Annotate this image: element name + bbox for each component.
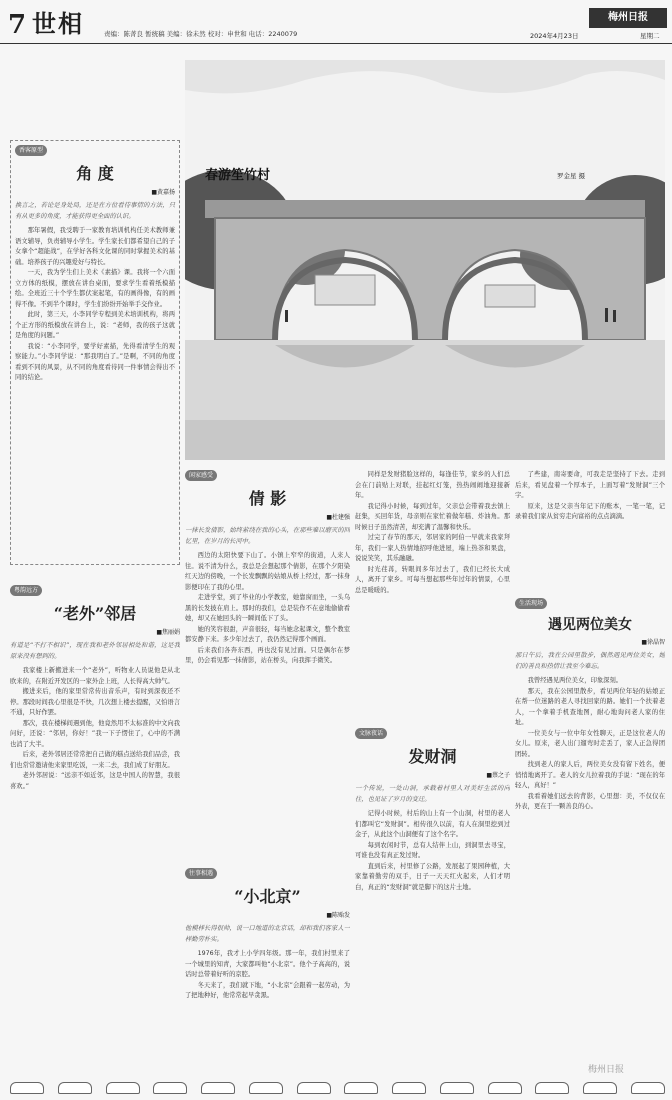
article-intro: 换言之，若论是身处局，还是在方位看待事情的方法，只有从更多的角度，才能获得更全面的认识。 — [15, 202, 175, 220]
photo-credit: 罗金星 摄 — [557, 172, 586, 180]
car-icon — [153, 1082, 187, 1094]
bridge-photo-illustration — [185, 60, 665, 460]
article-intro: 他模样长得很帅，说一口地道的北京话，却和我们客家人一样勤劳朴实。 — [185, 925, 350, 943]
article-intro: 有道是“不打不相识”，现在我和老外邻居相处和谐，这是我原来没有想到的。 — [10, 642, 180, 660]
car-icon — [58, 1082, 92, 1094]
article-badge: 往事相遇 — [185, 868, 217, 879]
car-icon — [297, 1082, 331, 1094]
article-intro: 一抹长发倩影，始终萦绕在我的心头，在那些难以磨灭的回忆里，在岁月的长河中。 — [185, 527, 350, 545]
paragraph: 1976年，我才上小学四年级。那一年，我们村里来了一个城里的知青，大家都叫他“小北京”。他个子高高的，说话时总带着好听的京腔。 — [185, 950, 350, 978]
article-title: 角 度 — [76, 164, 114, 183]
paragraph: 时光荏苒，转眼间多年过去了，我们已经长大成人，离开了家乡。可每当想起那些年过年的情景，心里总是暖暖的。 — [355, 565, 510, 594]
car-icon — [106, 1082, 140, 1094]
article-badge: 香客原型 — [15, 145, 47, 156]
article-intro: 一个传说，一处山洞，承载着村里人对美好生活的向往，也见证了岁月的变迁。 — [355, 785, 510, 803]
article-author: ■陈贻发 — [326, 912, 350, 919]
paragraph: 那天，我在公园里散步，看见两位年轻的姑娘正在帮一位迷路的老人寻找回家的路。她们一个扶着老人，一个拿着手机查地图，耐心地询问老人家的住址。 — [515, 687, 665, 726]
paragraph: 那年暑假，我受聘于一家教育培训机构任美术教师兼语文辅导，负责辅导小学生。学生家长们都希望自己的子女拿个“超能战”，在学好各科文化课的同时掌握美术的基础。培养孩子的兴趣爱好与特长。 — [15, 227, 175, 266]
paragraph: 西边的太阳快要下山了。小镇上窄窄的街道，人来人往。说不清为什么，我总是会想起那个倩影，在那个夕阳染红天边的傍晚，一个长发飘飘的姑娘从桥上经过，那一抹身影便印在了我的心里。 — [185, 552, 350, 591]
paragraph: 那次，我在楼梯间遇到他，他竟然用不太标准的中文向我问好，还说：“邻居，你好！”我一下子愣住了，心中的不满也消了大半。 — [10, 719, 180, 748]
paragraph: 一天，我为学生们上美术《素描》课。我将一个六面立方体的纸模，摆放在讲台桌面，要求学生看着纸模描绘。全班近三十个学生都伏案起笔，有的画得像，有的画得不像。不到半个课时，学生们纷纷开始举手交作业。 — [15, 269, 175, 308]
article-badge: 文脉夜话 — [355, 728, 387, 739]
watermark: 梅州日报 — [588, 1065, 625, 1075]
paragraph: 后来我们各奔东西，再也没有见过面。只是偶尔在梦里，仍会看见那一抹倩影，站在桥头，向我挥手微笑。 — [185, 646, 350, 664]
paragraph: 搬进来后，他的家里常常传出音乐声，有时到深夜还不停。那段时间我心里很是不快，几次想上楼去提醒，又怕语言不通，只好作罢。 — [10, 688, 180, 716]
paragraph: 每到农闲时节，总有人结伴上山，到洞里去寻宝，可谁也没有真正发过财。 — [355, 841, 510, 859]
article-box — [10, 140, 180, 565]
car-icon — [535, 1082, 569, 1094]
decorative-car-strip — [10, 1082, 665, 1096]
article-facaidong — [355, 728, 510, 1078]
article-continuation — [355, 470, 510, 720]
article-jiaodu — [10, 140, 180, 570]
section-name: 世相 — [32, 9, 84, 38]
paragraph: 后来，老外邻居还常常把自己做的糕点送给我们品尝，我们也常常邀请他来家里吃饭，一来二去，我们成了好朋友。 — [10, 751, 180, 769]
paragraph: 冬天来了，我们就下地，“小北京”会跟着一起劳动，为了把地种好，他常常起早贪黑。 — [185, 981, 350, 999]
car-icon — [631, 1082, 665, 1094]
paragraph: 我说：“小李同学，要学好素描，先得看清学生的观察能力。”小李同学说：“那我明白了。”是啊，不同的角度看到不同的风景，从不同的角度看待同一件事情会得出不同的结论。 — [15, 342, 175, 381]
paragraph: 此时，第三天，小李同学专程到美术培训机构，将两个正方形的纸模放在讲台上，说：“老师，我的孩子这就是角度的问题。” — [15, 311, 175, 339]
issue-date: 2024年4月23日 — [530, 32, 579, 40]
article-title: “小北京” — [234, 887, 301, 906]
car-icon — [440, 1082, 474, 1094]
paragraph: 过完了春节的那天，邻居家的阿伯一早就来我家拜年，我们一家人热情地招呼他进屋，端上热茶和果盘，说说笑笑，其乐融融。 — [355, 534, 510, 562]
issue-weekday: 星期二 — [640, 32, 660, 40]
paragraph: 直到后来，村里修了公路，发展起了果园种植，大家靠着勤劳的双手，日子一天天红火起来，人们才明白，真正的“发财洞”就是脚下的这片土地。 — [355, 862, 510, 891]
article-author: ■焦丽娟 — [156, 629, 180, 636]
article-title: “老外”邻居 — [53, 604, 137, 623]
paragraph: 一位美女与一位中年女性聊天，正是这位老人的女儿。原来，老人出门遛弯时走丢了，家人正急得团团转。 — [515, 729, 665, 758]
article-qingying — [185, 470, 350, 860]
article-title: 遇见两位美女 — [548, 617, 632, 633]
car-icon — [249, 1082, 283, 1094]
paragraph: 记得小时候，村后的山上有一个山洞，村里的老人们都叫它“发财洞”。相传很久以前，有人在洞里挖到过金子，从此这个山洞便有了这个名字。 — [355, 810, 510, 838]
paragraph: 我家楼上新搬进来一个“老外”，听物业人员说他是从北欧来的，在附近开发区的一家外企上班，人长得高大帅气。 — [10, 667, 180, 685]
article-title: 发财洞 — [408, 747, 457, 766]
article-meinv — [515, 598, 665, 1068]
article-badge: 生活现场 — [515, 598, 547, 609]
newspaper-logo: 梅州日报 — [589, 8, 667, 28]
paragraph: 我记得小时候，每到过年，父亲总会带着我去镇上赶集，买回年货，母亲则在家忙着做年糕、炸油角。那时候日子虽然清苦，却充满了温馨和快乐。 — [355, 502, 510, 531]
car-icon — [583, 1082, 617, 1094]
paragraph: 同样是发财猪脸这样的，每逢佳节，家乡的人们总会在门前贴上对联，挂起红灯笼，热热闹闹地迎接新年。 — [355, 471, 510, 499]
paragraph: 老外邻居说：“远亲不如近邻，这是中国人的智慧，我很喜欢。” — [10, 772, 180, 790]
paragraph: 我看着她们远去的背影，心里想：美，不仅仅在外表，更在于一颗善良的心。 — [515, 792, 665, 810]
article-laowai — [10, 585, 180, 1065]
car-icon — [344, 1082, 378, 1094]
editor-credits: 责编：陈菁良 暂统稿 美编：徐未然 校对：申世和 电话：2240079 — [104, 30, 298, 38]
car-icon — [10, 1082, 44, 1094]
paragraph: 我曾经遇见两位美女，印象深刻。 — [527, 677, 623, 684]
page-number: 7 — [8, 10, 27, 40]
paragraph: 她的笑容很甜，声音很轻，每当她念起课文，整个教室都安静下来。多少年过去了，我仍然记得那个画面。 — [185, 625, 350, 643]
car-icon — [201, 1082, 235, 1094]
paragraph: 找到老人的家人后，两位美女没有留下姓名，便悄悄地离开了。老人的女儿拉着我的手说：“现在的年轻人，真好！” — [515, 761, 665, 789]
article-badge: 闲家感受 — [185, 470, 217, 481]
article-author: ■杜建强 — [326, 514, 350, 521]
article-badge: 粤韵远方 — [10, 585, 42, 596]
paragraph: 原来，这是父亲当年记下的账本，一笔一笔，记录着我们家从贫穷走向富裕的点点滴滴。 — [515, 502, 665, 520]
paragraph: 走进学堂，到了毕业的小学教室，她靠窗而坐，一头乌黑的长发披在肩上。那时的我们，总是装作不在意地偷偷看她，却又在她回头的一瞬间低下了头。 — [185, 594, 350, 622]
article-author: ■徐晶智 — [641, 639, 665, 646]
photo-title: 春游笙竹村 — [205, 168, 271, 183]
article-title: 倩 影 — [248, 489, 287, 508]
header-rule — [0, 0, 672, 44]
article-xiaobeijing — [185, 868, 350, 1078]
article-continuation-right — [515, 470, 665, 590]
car-icon — [488, 1082, 522, 1094]
paragraph: 了些建，南寄要命，可我走是坚持了下去。走到后来，看见盘着一个厚本子，上面写着“发财洞”三个字。 — [515, 471, 665, 499]
article-author: ■蔡之子 — [486, 772, 510, 779]
car-icon — [392, 1082, 426, 1094]
article-intro: 那日午后，我在公园里散步，偶然遇见两位美女，她们的善良和热情让我至今难忘。 — [515, 652, 665, 670]
article-author: ■黄嘉扬 — [151, 189, 175, 196]
feature-photo — [185, 60, 665, 460]
